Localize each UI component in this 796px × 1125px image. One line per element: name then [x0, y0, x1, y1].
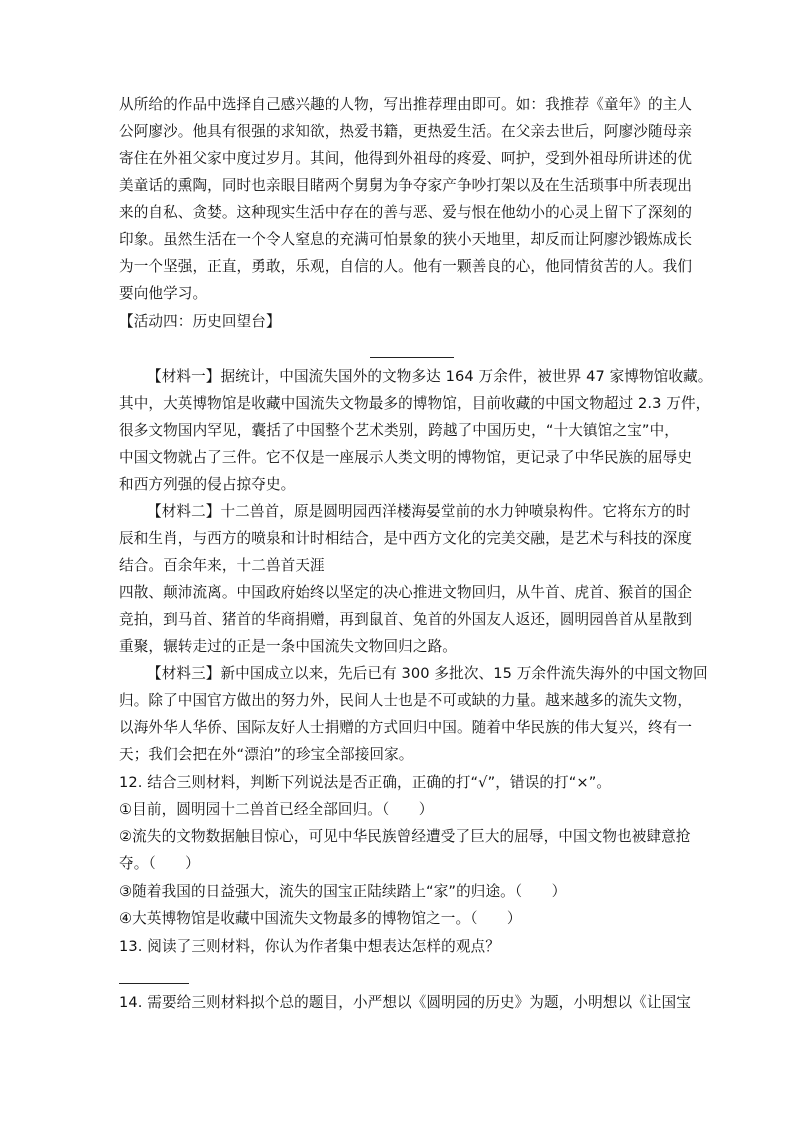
material3-line: 归。除了中国官方做出的努力外，民间人士也是不可或缺的力量。越来越多的流失文物， [119, 692, 693, 709]
question-12-item-3: ③随着我国的日益强大，流失的国宝正陆续踏上“家”的归途。（ ） [119, 883, 567, 900]
answer-blank-line [370, 357, 454, 358]
answer-line: 印象。虽然生活在一个令人窒息的充满可怕景象的狭小天地里，却反而让阿廖沙锻炼成长 [119, 231, 693, 248]
answer-line: 公阿廖沙。他具有很强的求知欲，热爱书籍，更热爱生活。在父亲去世后，阿廖沙随母亲 [119, 123, 693, 140]
question-12-item-2-cont: 夺。（ ） [119, 855, 200, 872]
answer-line: 要向他学习。 [119, 285, 208, 302]
material2-line: 辰和生肖，与西方的喷泉和计时相结合，是中西方文化的完美交融，是艺术与科技的深度 [119, 530, 693, 547]
answer-line: 美童话的熏陶，同时也亲眼目睹两个舅舅为争夺家产争吵打架以及在生活琐事中所表现出 [119, 177, 693, 194]
answer-line: 从所给的作品中选择自己感兴趣的人物，写出推荐理由即可。如：我推荐《童年》的主人 [119, 96, 693, 113]
material2-line: 重聚，辗转走过的正是一条中国流失文物回归之路。 [119, 638, 457, 655]
activity-heading: 【活动四：历史回望台】 [119, 313, 281, 330]
material1-line: 中国文物就占了三件。它不仅是一座展示人类文明的博物馆，更记录了中华民族的屈辱史 [119, 449, 693, 466]
answer-line: 寄住在外祖父家中度过岁月。其间，他得到外祖母的疼爱、呵护，受到外祖母所讲述的优 [119, 150, 693, 167]
question-14: 14. 需要给三则材料拟个总的题目，小严想以《圆明园的历史》为题，小明想以《让国宝 [119, 994, 691, 1011]
answer-line: 来的自私、贪婪。这种现实生活中存在的善与恶、爱与恨在他幼小的心灵上留下了深刻的 [119, 204, 693, 221]
material1-line: 【材料一】据统计，中国流失国外的文物多达 164 万余件，被世界 47 家博物馆收藏。 [147, 368, 713, 385]
material2-line: 结合。百余年来，十二兽首天涯 [119, 557, 325, 574]
material3-line: 【材料三】新中国成立以来，先后已有 300 多批次、15 万余件流失海外的中国文物回 [147, 665, 708, 682]
answer-blank-line [119, 983, 189, 984]
material2-line: 四散、颠沛流离。中国政府始终以坚定的决心推进文物回归，从牛首、虎首、猴首的国企 [119, 584, 693, 601]
question-12-item-1: ①目前，圆明园十二兽首已经全部回归。（ ） [119, 801, 434, 818]
material1-line: 很多文物国内罕见，囊括了中国整个艺术类别，跨越了中国历史，“十大镇馆之宝”中， [119, 422, 679, 439]
material2-line: 【材料二】十二兽首，原是圆明园西洋楼海晏堂前的水力钟喷泉构件。它将东方的时 [147, 503, 691, 520]
material2-line: 竞拍，到马首、猪首的华商捐赠，再到鼠首、兔首的外国友人返还，圆明园兽首从星散到 [119, 611, 693, 628]
material3-line: 以海外华人华侨、国际友好人士捐赠的方式回归中国。随着中华民族的伟大复兴，终有一 [119, 719, 693, 736]
answer-line: 为一个坚强，正直，勇敢，乐观，自信的人。他有一颗善良的心，他同情贫苦的人。我们 [119, 258, 693, 275]
question-13: 13. 阅读了三则材料，你认为作者集中想表达怎样的观点？ [119, 938, 500, 955]
question-12-stem: 12. 结合三则材料，判断下列说法是否正确，正确的打“√”，错误的打“×”。 [119, 774, 612, 791]
material3-line: 天；我们会把在外“漂泊”的珍宝全部接回家。 [119, 746, 414, 763]
question-12-item-4: ④大英博物馆是收藏中国流失文物最多的博物馆之一。（ ） [119, 910, 522, 927]
material1-line: 和西方列强的侵占掠夺史。 [119, 476, 296, 493]
material1-line: 其中，大英博物馆是收藏中国流失文物最多的博物馆，目前收藏的中国文物超过 2.3 万件， [119, 395, 711, 412]
question-12-item-2: ②流失的文物数据触目惊心，可见中华民族曾经遭受了巨大的屈辱，中国文物也被肆意抢 [119, 828, 691, 845]
